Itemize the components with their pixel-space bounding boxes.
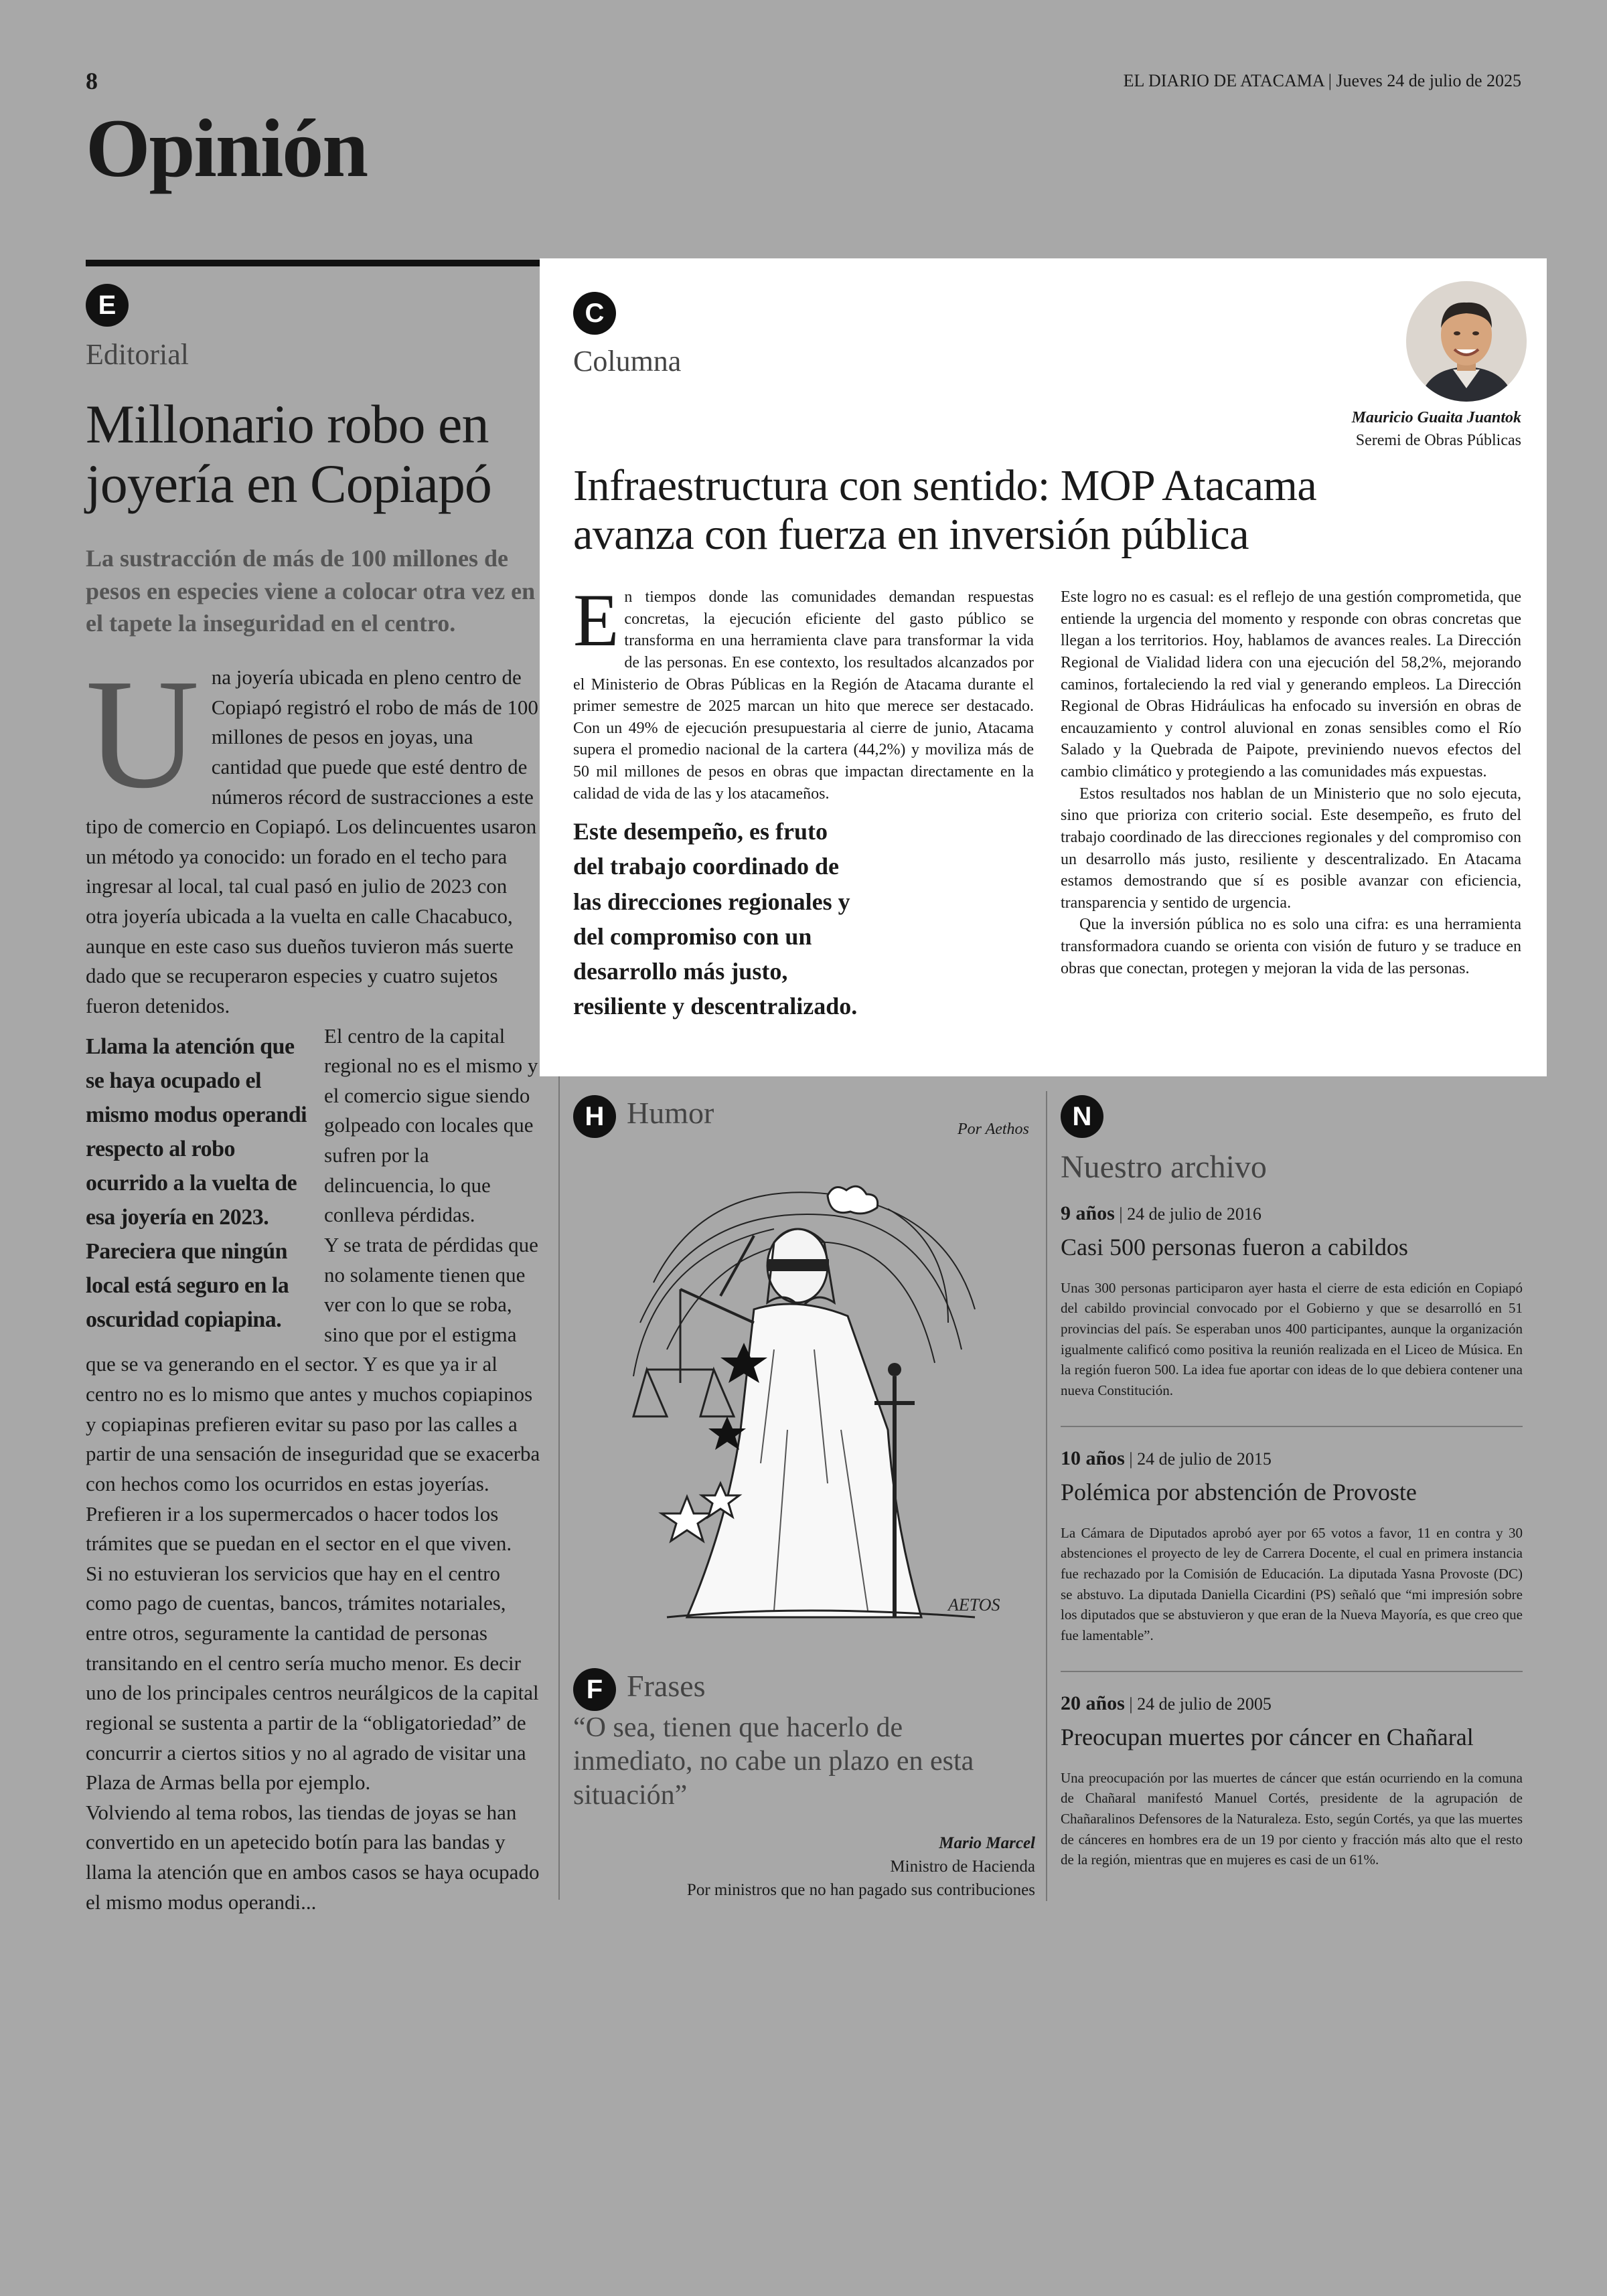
archivo-item-years: 20 años <box>1061 1692 1125 1714</box>
archivo-item-headline: Polémica por abstención de Provoste <box>1061 1479 1417 1505</box>
archivo-item-meta <box>1061 1202 1523 1225</box>
author-photo <box>1406 281 1527 402</box>
editorial-body <box>86 647 541 1917</box>
archivo-item-meta <box>1061 1692 1523 1715</box>
editorial-title-line2: joyería en Copiapó <box>86 453 491 514</box>
section-title: Opinión <box>86 102 368 194</box>
editorial-dropcap: U <box>86 647 200 821</box>
lady-justice-cartoon-icon <box>573 1149 1035 1657</box>
editorial-title-line1: Millonario robo en <box>86 394 489 455</box>
columna-author <box>1352 407 1521 452</box>
columna-body-right <box>1061 586 1521 979</box>
masthead-date: Jueves 24 de julio de 2025 <box>1336 71 1521 90</box>
columna-paragraph: n tiempos donde las comunidades demandan respuestas concretas, la ejecución eficiente del gasto público se transforma en una herramienta clave para transformar la vida de las personas. En ese contexto, los resultados alcanzados por el Ministerio de Obras Públicas en la Región de Atacama durante el primer semestre de 2025 marcan un hito que merece ser destacado. Con un 49% de ejecución presupuestaria al cierre de junio, Atacama supera el promedio nacional de la cartera (44,2%) y moviliza más de 50 mil millones de pesos en obras que impactan directamente en la calidad de vida de las y los atacameños. <box>573 588 1034 803</box>
archivo-item-date: | 24 de julio de 2016 <box>1119 1204 1261 1224</box>
editorial-kicker: Editorial <box>86 338 189 371</box>
archivo-item-text: Una preocupación por las muertes de cáncer que están ocurriendo en la comuna de Chañaral manifestó Manuel Cortés, presidente de la agrupación de Chañaralinos Defensores de la Naturaleza. Esto, según Cortés, ya que las muertes de cánceres en hombres era de un 19 por ciento y fracción más alto que el resto de la región, mientras que en mujeres es casi de un 61%. <box>1061 1769 1523 1868</box>
columna-title-line1: Infraestructura con sentido: MOP Atacama <box>573 461 1317 510</box>
columna-dropcap: E <box>573 579 619 662</box>
archivo-badge: N <box>1061 1095 1103 1138</box>
archivo-item <box>1061 1692 1523 1870</box>
humor-badge: H <box>573 1095 616 1138</box>
masthead-name: EL DIARIO DE ATACAMA <box>1123 71 1324 90</box>
frases-quote: “O sea, tienen que hacerlo de inmediato, no cabe un plazo en esta situación” <box>573 1712 974 1811</box>
frases-role: Ministro de Hacienda <box>890 1858 1035 1876</box>
columna-pullquote: Este desempeño, es fruto del trabajo coordinado de las direcciones regionales y del compromiso con un desarrollo más justo, resiliente y descentralizado. <box>573 818 858 1020</box>
author-role: Seremi de Obras Públicas <box>1355 431 1521 449</box>
column-divider <box>1046 1091 1047 1901</box>
columna-body-left <box>573 579 1034 1029</box>
columna-paragraph: Estos resultados nos hablan de un Ministerio que no solo ejecuta, sino que prioriza con criterio social. Este desempeño, es fruto del trabajo coordinado de las direcciones regionales y del compromiso con un desarrollo más justo, resiliente y descentralizado. En Atacama estamos demostrando que sí es posible avanzar con eficiencia, transparencia y sentido de urgencia. <box>1061 785 1521 912</box>
author-portrait-icon <box>1406 281 1527 402</box>
archivo-kicker: Nuestro archivo <box>1061 1149 1267 1185</box>
archivo-item <box>1061 1202 1523 1401</box>
author-name: Mauricio Guaita Juantok <box>1351 409 1521 426</box>
archivo-item <box>1061 1447 1523 1646</box>
archivo-item-text: La Cámara de Diputados aprobó ayer por 65 votos a favor, 11 en contra y 30 abstenciones el proyecto de ley de Carrera Docente, el cual en primera instancia fue rechazado por la Comisión de Educación. La diputada Yasna Provoste (DC) se abstuvo. La diputada Daniella Cicardini (PS) señaló que “mi impresión sobre los diputados que se abstuvieron y que eran de la Nueva Mayoría, es que creo que fue lamentable”. <box>1061 1524 1523 1644</box>
editorial-pullquote: Llama la atención que se haya ocupado el mismo modus operandi respecto al robo ocurrido a la vuelta de esa joyería en 2023. Pareciera que ningún local está seguro en la oscuridad copiapina. <box>86 1034 307 1332</box>
editorial-title <box>86 395 548 513</box>
editorial-paragraph: Volviendo al tema robos, las tiendas de joyas se han convertido en un apetecido botín para las bandas y llama la atención que en ambos casos se haya ocupado el mismo modus operandi... <box>86 1800 540 1914</box>
columna-title <box>573 462 1444 559</box>
archivo-divider <box>1061 1671 1523 1672</box>
archivo-divider <box>1061 1426 1523 1427</box>
columna-kicker: Columna <box>573 345 682 378</box>
frases-kicker: Frases <box>627 1669 706 1703</box>
editorial-badge: E <box>86 284 129 327</box>
page-number: 8 <box>86 68 98 94</box>
humor-byline: Por Aethos <box>958 1121 1029 1138</box>
masthead: EL DIARIO DE ATACAMA | Jueves 24 de julio de 2025 <box>1123 71 1521 90</box>
frases-attribution <box>687 1831 1035 1902</box>
archivo-item-meta <box>1061 1447 1523 1470</box>
editorial-paragraph: Si no estuvieran los servicios que hay en el centro como pago de cuentas, bancos, trámites notariales, entre otros, seguramente la cantidad de personas transitando en el centro sería mucho menor. Es decir uno de los principales centros neurálgicos de la capital regional se sustenta a partir de la “obligatoriedad” de concurrir a ciertos sitios y no al agrado de visitar una Plaza de Armas bella por ejemplo. <box>86 1561 539 1795</box>
columna-badge: C <box>573 292 616 335</box>
column-divider <box>558 1076 560 1900</box>
columna-title-line2: avanza con fuerza en inversión pública <box>573 509 1249 559</box>
columna-paragraph: Que la inversión pública no es solo una cifra: es una herramienta transformadora cuando se orienta con visión de futuro y se traduce en obras que conectan, protegen y mejoran la vida de las personas. <box>1061 916 1521 977</box>
archivo-item-headline: Preocupan muertes por cáncer en Chañaral <box>1061 1724 1474 1750</box>
archivo-item-years: 9 años <box>1061 1202 1115 1224</box>
frases-name: Mario Marcel <box>939 1834 1035 1852</box>
frases-note: Por ministros que no han pagado sus contribuciones <box>686 1881 1035 1899</box>
editorial-paragraph: na joyería ubicada en pleno centro de Copiapó registró el robo de más de 100 millones de pesos en joyas, una cantidad que puede que esté dentro de números récord de sustracciones a este tipo de comercio en Copiapó. Los delincuentes usaron un método ya conocido: un forado en el techo para ingresar al local, tal cual pasó en julio de 2023 con otra joyería ubicada a la vuelta en calle Chacabuco, aunque en este caso sus dueños tuvieron más suerte dado que se recuperaron especies y cuatro sujetos fueron detenidos. <box>86 665 538 1017</box>
archivo-item-date: | 24 de julio de 2015 <box>1129 1449 1272 1469</box>
humor-cartoon <box>573 1149 1035 1657</box>
archivo-item-headline: Casi 500 personas fueron a cabildos <box>1061 1234 1408 1260</box>
frases-badge: F <box>573 1668 616 1711</box>
archivo-item-years: 10 años <box>1061 1447 1125 1469</box>
cartoon-signature: AETOS <box>948 1595 1000 1615</box>
editorial-paragraph: Y se trata de pérdidas que no solamente tienen que ver con lo que se roba, sino que por el estigma que se va generando en el sector. Y es que ya ir al centro no es lo mismo que antes y muchos copiapinos y copiapinas prefieren evitar su paso por las calles a partir de una sensación de inseguridad que se exacerba con hechos como los ocurridos en estas joyerías. Prefieren ir a los supermercados o hacer todos los trámites que se puedan en el sector en el que viven. <box>86 1232 540 1556</box>
columna-paragraph: Este logro no es casual: es el reflejo de una gestión comprometida, que entiende la urgencia del momento y responde con obras concretas que llegan a los territorios. Hoy, hablamos de avances reales. La Dirección Regional de Vialidad lidera con una ejecución del 58,2%, mejorando caminos, fortaleciendo la red vial y generando empleos. La Dirección Regional de Obras Hidráulicas ha enfocado su inversión en obras de encauzamiento y control aluvional en zonas sensibles como el Río Salado y la Quebrada de Paipote, previniendo nuevos efectos del cambio climático y protegiendo a las comunidades más expuestas. <box>1061 588 1521 781</box>
archivo-item-date: | 24 de julio de 2005 <box>1129 1694 1272 1714</box>
editorial-subtitle: La sustracción de más de 100 millones de pesos en especies viene a colocar otra vez en el tapete la inseguridad en el centro. <box>86 545 536 637</box>
archivo-item-text: Unas 300 personas participaron ayer hasta el cierre de esta edición en Copiapó del cabildo provincial convocado por el Gobierno y que se desarrolló en 51 provincias del país. Se esperaban unos 400 participantes, aunque la organización igualmente calificó como positiva la reunión realizada en el Liceo de Música. En la región fueron 500. La idea fue aportar con ideas de lo que debiera contener una nueva Constitución. <box>1061 1279 1523 1399</box>
humor-kicker: Humor <box>627 1096 714 1130</box>
editorial-paragraph: El centro de la capital regional no es el mismo y el comercio sigue siendo golpeado con locales que sufren por la delincuencia, lo que conlleva pérdidas. <box>324 1023 538 1227</box>
